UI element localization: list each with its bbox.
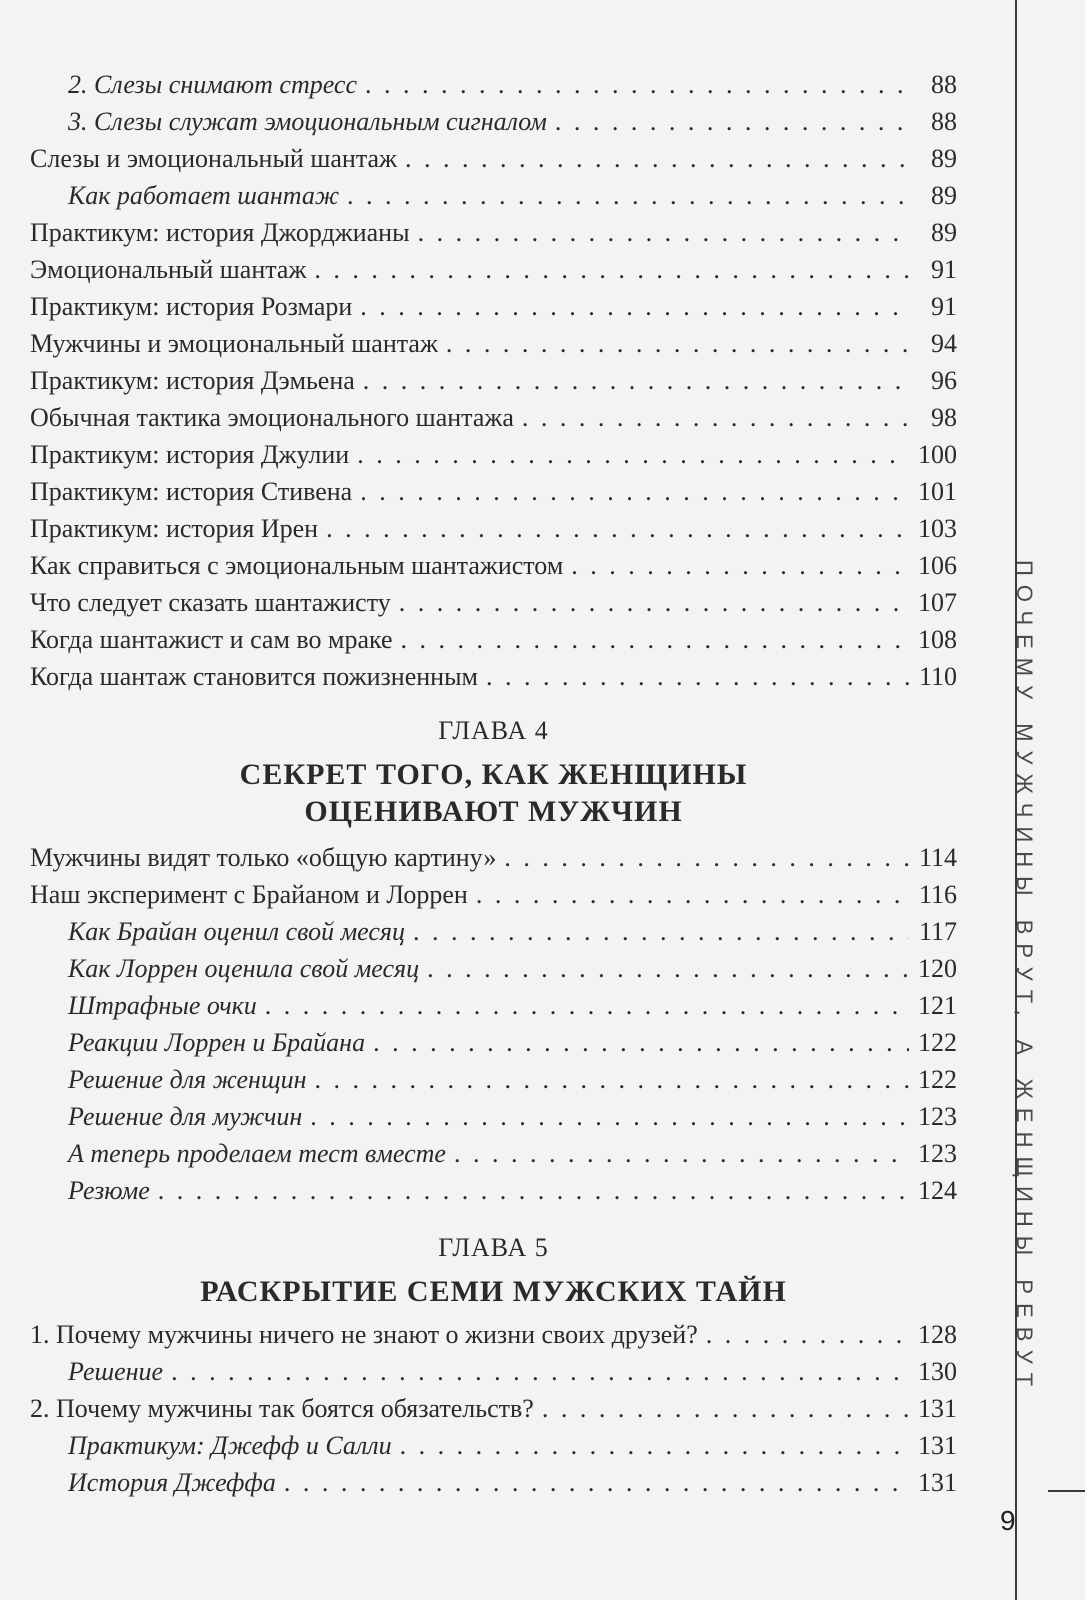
toc-entry-title: Обычная тактика эмоционального шантажа [30,403,514,432]
dot-leader [418,214,909,251]
toc-entry-title: Реакции Лоррен и Брайана [68,1028,366,1057]
dot-leader [171,1353,909,1390]
toc-entry-page: 122 [918,1065,957,1094]
dot-leader [347,177,909,214]
dot-leader [427,950,909,987]
toc-entry-title: Как Лоррен оценила свой месяц [68,954,420,983]
toc-entry-page: 89 [931,144,957,173]
toc-entry-page: 110 [918,662,957,691]
toc-entry-page: 103 [918,514,957,543]
toc-entry-title: Практикум: история Ирен [30,514,319,543]
toc-entry-title: 2. Почему мужчины так боятся обязательств? [30,1394,534,1423]
toc-entry-title: Что следует сказать шантажисту [30,588,391,617]
toc-entry [30,658,957,695]
toc-entry-title: 3. Слезы служат эмоциональным сигналом [68,107,547,136]
page-number: 9 [1000,1505,1016,1536]
toc-entry-page: 128 [918,1320,957,1349]
toc-entry [30,1390,957,1427]
toc-entry [30,510,957,547]
dot-leader [413,913,909,950]
dot-leader [522,399,909,436]
dot-leader [363,362,909,399]
toc-entry [30,621,957,658]
toc-entry [30,584,957,621]
toc-entry-title: История Джеффа [68,1468,276,1497]
toc-entry-title: Мужчины и эмоциональный шантаж [30,329,438,358]
toc-entry [30,140,957,177]
toc-entry-page: 89 [931,218,957,247]
dot-leader [504,839,909,876]
toc-entry-title: Практикум: история Розмари [30,292,353,321]
toc-entry-title: Когда шантаж становится пожизненным [30,662,479,691]
toc-entry [30,399,957,436]
toc-entry-title: Как Брайан оценил свой месяц [68,917,405,946]
dot-leader [454,1135,909,1172]
toc-entry [30,1316,957,1353]
toc-entry-page: 88 [931,107,957,136]
toc-entry [30,987,957,1024]
dot-leader [555,103,909,140]
chapter4-title-line1: СЕКРЕТ ТОГО, КАК ЖЕНЩИНЫ [239,758,748,791]
toc-entry [30,1172,957,1209]
chapter5-title: РАСКРЫТИЕ СЕМИ МУЖСКИХ ТАЙН [200,1275,787,1308]
toc-entry-page: 94 [931,329,957,358]
toc-entry-page: 117 [918,917,957,946]
toc-entry-page: 107 [918,588,957,617]
toc-entry-page: 131 [918,1394,957,1423]
dot-leader [706,1316,909,1353]
toc-entry-page: 91 [931,255,957,284]
toc-entry [30,1135,957,1172]
toc-entry [30,473,957,510]
toc-entry-title: Практикум: история Джорджианы [30,218,410,247]
toc-entry-page: 98 [931,403,957,432]
dot-leader [314,1061,909,1098]
toc-entry-page: 89 [931,181,957,210]
dot-leader [284,1464,909,1501]
toc-entry-title: Решение [68,1357,164,1386]
toc-entry-page: 116 [918,880,957,909]
toc-entry-page: 108 [918,625,957,654]
page-number-rule [1048,1490,1085,1492]
toc-entry-page: 121 [918,991,957,1020]
toc-entry-page: 131 [918,1468,957,1497]
chapter5-label: ГЛАВА 5 [438,1233,549,1262]
toc-entry-page: 114 [918,843,957,872]
toc-section-chapter3 [30,66,957,695]
toc-entry-page: 120 [918,954,957,983]
toc-entry-page: 123 [918,1139,957,1168]
dot-leader [360,473,909,510]
dot-leader [401,621,909,658]
toc-entry [30,1098,957,1135]
toc-entry-page: 88 [931,70,957,99]
toc-entry-title: 2. Слезы снимают стресс [68,70,358,99]
toc-entry [30,436,957,473]
toc-entry [30,913,957,950]
dot-leader [405,140,909,177]
dot-leader [360,288,909,325]
toc-entry [30,103,957,140]
toc-entry [30,66,957,103]
dot-leader [326,510,909,547]
toc-entry-title: Практикум: история Джулии [30,440,350,469]
toc-entry-title: Практикум: история Дэмьена [30,366,355,395]
dot-leader [486,658,909,695]
toc-section-chapter4 [30,839,957,1209]
toc-entry-page: 122 [918,1028,957,1057]
dot-leader [542,1390,909,1427]
dot-leader [265,987,909,1024]
toc-entry [30,1353,957,1390]
dot-leader [310,1098,909,1135]
toc-entry-page: 131 [918,1431,957,1460]
toc-entry-title: Эмоциональный шантаж [30,255,307,284]
toc-entry-title: Решение для мужчин [68,1102,303,1131]
toc-entry [30,251,957,288]
toc-entry-title: Мужчины видят только «общую картину» [30,843,497,872]
toc-entry [30,325,957,362]
chapter4-label: ГЛАВА 4 [438,716,549,745]
toc-entry [30,1464,957,1501]
dot-leader [357,436,909,473]
running-head: ПОЧЕМУ МУЖЧИНЫ ВРУТ, А ЖЕНЩИНЫ РЕВУТ [1012,560,1037,1396]
toc-entry [30,547,957,584]
dot-leader [158,1172,909,1209]
toc-entry [30,950,957,987]
toc-entry-title: Практикум: Джефф и Салли [68,1431,392,1460]
toc-entry [30,362,957,399]
dot-leader [373,1024,909,1061]
toc-entry-title: Наш эксперимент с Брайаном и Лоррен [30,880,468,909]
toc-entry-title: Практикум: история Стивена [30,477,353,506]
toc-entry-title: Слезы и эмоциональный шантаж [30,144,398,173]
toc-entry-title: Решение для женщин [68,1065,307,1094]
toc-entry-title: Как справиться с эмоциональным шантажистом [30,551,564,580]
toc-entry-page: 91 [931,292,957,321]
toc-entry-page: 96 [931,366,957,395]
toc-section-chapter5 [30,1316,957,1501]
dot-leader [314,251,909,288]
dot-leader [365,66,909,103]
toc-entry-title: Как работает шантаж [68,181,340,210]
toc-entry-page: 100 [918,440,957,469]
toc-entry [30,177,957,214]
toc-entry [30,1427,957,1464]
dot-leader [399,584,909,621]
toc-entry [30,876,957,913]
toc-entry-page: 106 [918,551,957,580]
toc-entry-title: 1. Почему мужчины ничего не знают о жизни своих друзей? [30,1320,698,1349]
toc-entry-page: 123 [918,1102,957,1131]
toc-entry [30,1024,957,1061]
toc-entry-title: Когда шантажист и сам во мраке [30,625,393,654]
toc-entry [30,214,957,251]
toc-entry [30,839,957,876]
dot-leader [446,325,909,362]
chapter4-title-line2: ОЦЕНИВАЮТ МУЖЧИН [304,795,683,828]
dot-leader [571,547,909,584]
toc-entry-page: 101 [918,477,957,506]
toc-entry-page: 130 [918,1357,957,1386]
dot-leader [476,876,909,913]
toc-entry-title: А теперь проделаем тест вместе [68,1139,446,1168]
toc-entry-page: 124 [918,1176,957,1205]
dot-leader [400,1427,909,1464]
toc-entry [30,288,957,325]
toc-entry [30,1061,957,1098]
toc-entry-title: Штрафные очки [68,991,257,1020]
toc-entry-title: Резюме [68,1176,150,1205]
